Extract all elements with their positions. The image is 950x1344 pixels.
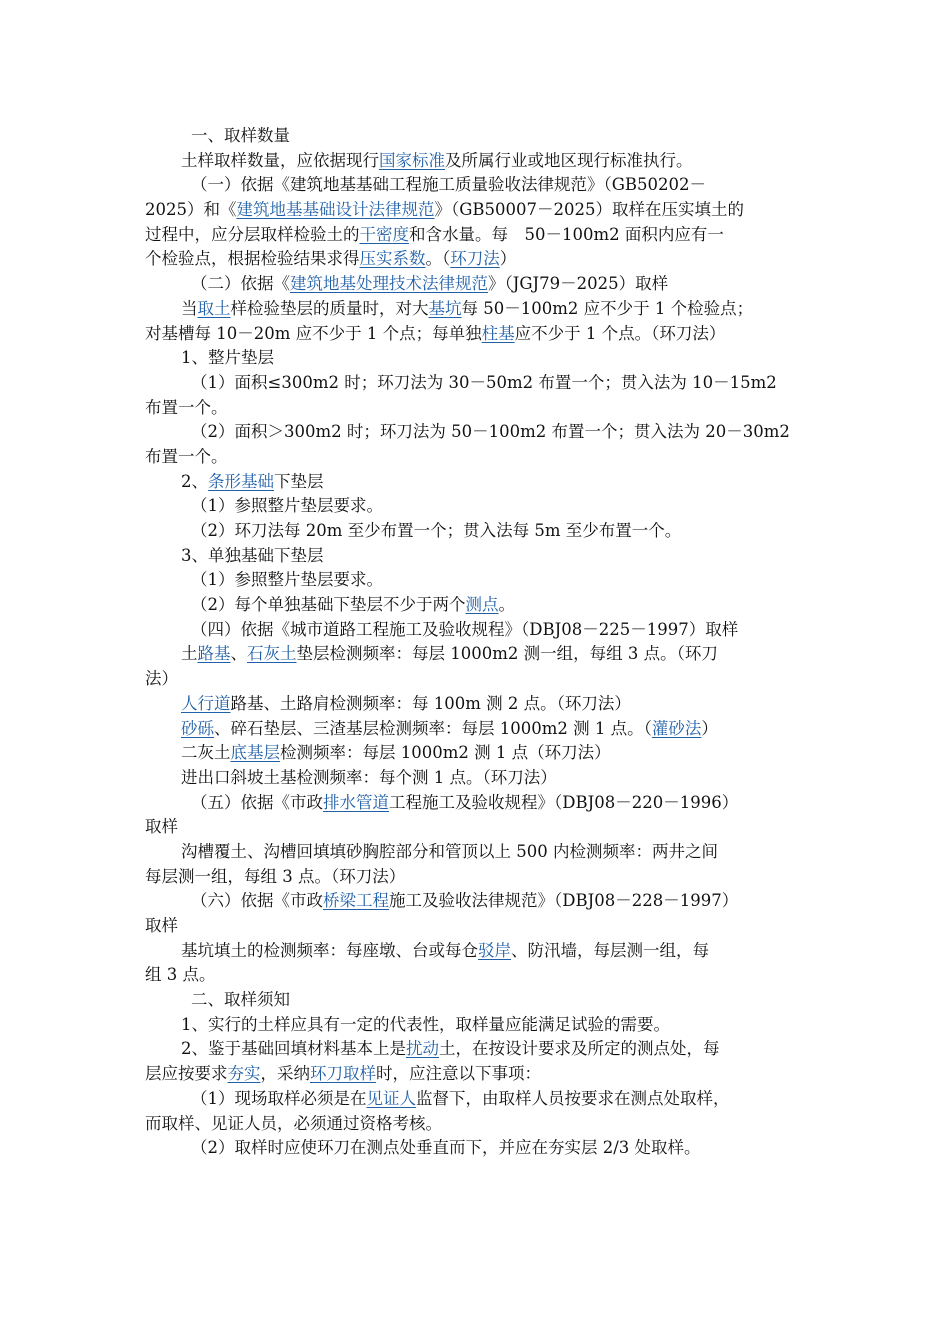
text-span: 每层测一组，每组 3 点。（环刀法）	[145, 866, 406, 886]
hyperlink[interactable]: 石灰土	[247, 644, 297, 664]
text-line	[145, 1136, 805, 1161]
hyperlink[interactable]: 人行道	[181, 693, 231, 713]
hyperlink[interactable]: 灌砂法	[651, 718, 702, 738]
text-line	[145, 470, 805, 495]
hyperlink[interactable]: 建筑地基处理技术法律规范	[290, 274, 488, 294]
text-line	[145, 371, 805, 396]
text-span: （六）依据《市政	[191, 891, 323, 911]
text-span: 》（JGJ79－2025）取样	[488, 274, 669, 294]
text-line	[145, 963, 805, 988]
text-line	[145, 865, 805, 890]
text-span: ）	[701, 718, 718, 738]
text-span: 应不少于 1 个点。（环刀法）	[514, 323, 726, 343]
hyperlink[interactable]: 砂砾	[181, 718, 214, 738]
text-line	[145, 667, 805, 692]
text-span: （1）现场取样必须是在	[191, 1088, 367, 1108]
text-line	[145, 568, 805, 593]
text-line	[145, 494, 805, 519]
hyperlink[interactable]: 压实系数	[359, 249, 426, 269]
text-line	[145, 988, 805, 1013]
text-line	[145, 1013, 805, 1038]
text-line	[145, 272, 805, 297]
text-span: 二、取样须知	[191, 990, 290, 1010]
text-span: （2）取样时应使环刀在测点处垂直而下，并应在夯实层 2/3 处取样。	[191, 1138, 701, 1158]
text-line	[145, 889, 805, 914]
text-span: 和含水量。每 50－100m2 面积内应有一	[409, 224, 724, 244]
text-span: （1）参照整片垫层要求。	[191, 570, 383, 590]
text-line	[145, 198, 805, 223]
hyperlink[interactable]: 环刀取样	[310, 1064, 376, 1084]
text-span: （1）参照整片垫层要求。	[191, 496, 383, 516]
hyperlink[interactable]: 扰动	[406, 1039, 439, 1059]
text-span: 对基槽每 10－20m 应不少于 1 个点；每单独	[145, 323, 482, 343]
hyperlink[interactable]: 建筑地基基础设计法律规范	[236, 200, 435, 220]
text-span: ）	[499, 249, 517, 269]
text-span: 取样	[145, 916, 178, 935]
hyperlink[interactable]: 干密度	[359, 224, 409, 244]
text-span: 进出口斜坡土基检测频率：每个测 1 点。（环刀法）	[181, 767, 557, 787]
hyperlink[interactable]: 见证人	[366, 1088, 416, 1108]
hyperlink[interactable]: 基坑	[428, 298, 462, 318]
text-span: 土样取样数量，应依据现行	[181, 150, 379, 170]
text-span: 2、	[181, 471, 208, 491]
text-line	[145, 297, 805, 322]
text-span: （1）面积≤300m2 时；环刀法为 30－50m2 布置一个；贯入法为 10－15m2	[191, 372, 777, 392]
hyperlink[interactable]: 路基	[197, 644, 231, 664]
text-span: 1、整片垫层	[181, 348, 274, 368]
text-line	[145, 741, 805, 766]
document-body	[145, 124, 805, 1161]
hyperlink[interactable]: 夯实	[227, 1064, 261, 1084]
text-span: 垫层检测频率：每层 1000m2 测一组，每组 3 点。（环刀	[296, 644, 718, 664]
hyperlink[interactable]: 环刀法	[450, 249, 500, 269]
text-line	[145, 766, 805, 791]
text-span: （一）依据《建筑地基基础工程施工质量验收法律规范》（GB50202－	[191, 175, 707, 195]
text-span: 、	[230, 644, 247, 664]
text-span: 》（GB50007－2025）取样在压实填土的	[434, 200, 745, 220]
text-line	[145, 173, 805, 198]
text-span: 。	[498, 595, 515, 615]
text-span: 及所属行业或地区现行标准执行。	[445, 150, 693, 170]
text-line	[145, 420, 805, 445]
text-line	[145, 445, 805, 470]
hyperlink[interactable]: 排水管道	[323, 792, 389, 812]
text-span: 检测频率：每层 1000m2 测 1 点（环刀法）	[280, 743, 611, 763]
text-span: （四）依据《城市道路工程施工及验收规程》（DBJ08－225－1997）取样	[191, 619, 739, 639]
text-span: 监督下，由取样人员按要求在测点处取样，	[416, 1088, 730, 1108]
text-span: 下垫层	[274, 471, 324, 491]
text-line	[145, 692, 805, 717]
text-span: 土，在按设计要求及所定的测点处，每	[439, 1039, 720, 1059]
text-span: 每 50－100m2 应不少于 1 个检验点；	[461, 298, 754, 318]
hyperlink[interactable]: 条形基础	[208, 471, 274, 491]
text-span: 3、单独基础下垫层	[181, 545, 324, 565]
text-span: 时，应注意以下事项：	[376, 1064, 541, 1084]
text-span: 组 3 点。	[145, 965, 216, 985]
text-span: 工程施工及验收规程》（DBJ08－220－1996）	[389, 792, 739, 812]
text-span: 。（	[425, 249, 451, 269]
text-span: 取样	[145, 817, 178, 837]
text-span: 基坑填土的检测频率：每座墩、台或每仓	[181, 940, 478, 960]
text-span: 二灰土	[181, 743, 231, 763]
text-line	[145, 1062, 805, 1087]
text-span: 布置一个。	[145, 397, 228, 417]
text-line	[145, 322, 805, 347]
text-span: 、防汛墙，每层测一组，每	[511, 940, 709, 960]
text-span: 一、取样数量	[191, 126, 290, 145]
text-line	[145, 124, 805, 149]
text-line	[145, 544, 805, 569]
text-span: 个检验点，根据检验结果求得	[145, 249, 360, 269]
text-line	[145, 815, 805, 840]
hyperlink[interactable]: 柱基	[481, 323, 515, 343]
text-span: 、碎石垫层、三渣基层检测频率：每层 1000m2 测 1 点。（	[214, 718, 652, 738]
text-line	[145, 346, 805, 371]
text-line	[145, 519, 805, 544]
text-span: 层应按要求	[145, 1064, 228, 1084]
text-line	[145, 149, 805, 174]
text-span: ，采纳	[260, 1064, 310, 1084]
text-span: 法）	[145, 669, 178, 689]
text-span: 施工及验收法律规范》（DBJ08－228－1997）	[389, 891, 739, 911]
text-line	[145, 840, 805, 865]
text-line	[145, 1087, 805, 1112]
hyperlink[interactable]: 国家标准	[379, 150, 445, 170]
text-span: 当	[181, 298, 198, 318]
text-span: 2、鉴于基础回填材料基本上是	[181, 1039, 406, 1059]
hyperlink[interactable]: 驳岸	[478, 940, 511, 960]
text-span: 布置一个。	[145, 446, 228, 466]
text-span: 样检验垫层的质量时，对大	[230, 298, 429, 318]
text-line	[145, 642, 805, 667]
hyperlink[interactable]: 取土	[197, 298, 231, 318]
text-span: （五）依据《市政	[191, 792, 323, 812]
hyperlink[interactable]: 桥梁工程	[323, 891, 389, 911]
text-line	[145, 593, 805, 618]
hyperlink[interactable]: 测点	[465, 595, 499, 615]
hyperlink[interactable]: 底基层	[230, 743, 280, 763]
text-line	[145, 1112, 805, 1137]
text-line	[145, 1037, 805, 1062]
text-span: 1、实行的土样应具有一定的代表性，取样量应能满足试验的需要。	[181, 1014, 670, 1034]
text-span: 土	[181, 644, 198, 664]
text-span: 过程中，应分层取样检验土的	[145, 224, 360, 244]
text-span: 路基、土路肩检测频率：每 100m 测 2 点。（环刀法）	[230, 693, 631, 713]
text-span: （2）环刀法每 20m 至少布置一个；贯入法每 5m 至少布置一个。	[191, 521, 682, 540]
text-span: （2）面积＞300m2 时；环刀法为 50－100m2 布置一个；贯入法为 20－30m2	[191, 422, 790, 442]
text-line	[145, 939, 805, 964]
text-span: 2025）和《	[145, 200, 237, 220]
text-line	[145, 396, 805, 421]
text-line	[145, 223, 805, 248]
text-line	[145, 618, 805, 643]
text-span: 沟槽覆土、沟槽回填填砂胸腔部分和管顶以上 500 内检测频率：两井之间	[181, 841, 718, 861]
text-line	[145, 914, 805, 939]
text-span: （二）依据《	[191, 274, 290, 294]
text-span: （2）每个单独基础下垫层不少于两个	[191, 595, 466, 615]
text-line	[145, 791, 805, 816]
text-line	[145, 717, 805, 742]
text-line	[145, 247, 805, 272]
text-span: 而取样、见证人员，必须通过资格考核。	[145, 1113, 442, 1133]
